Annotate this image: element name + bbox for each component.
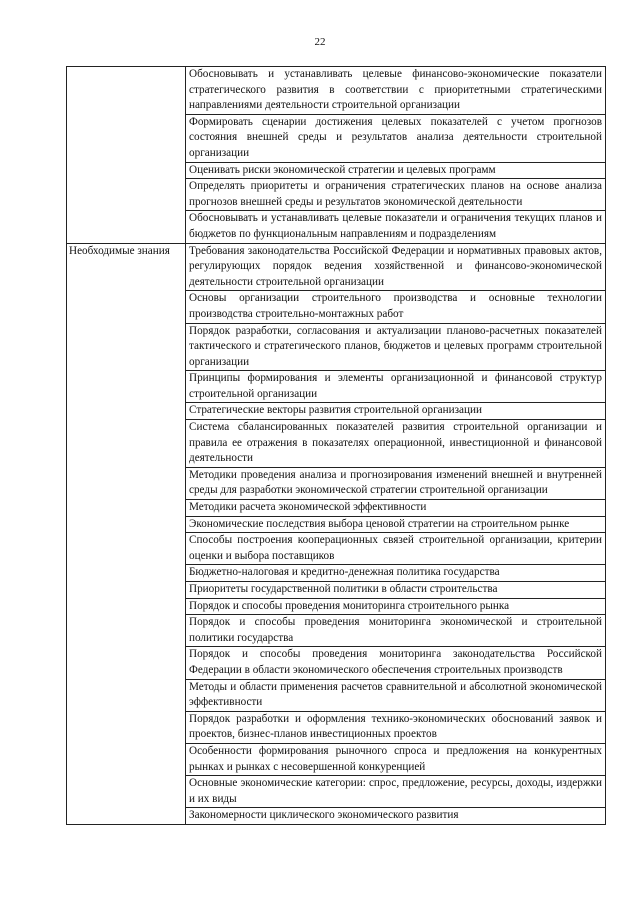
requirement-item: Стратегические векторы развития строительной организации xyxy=(186,403,606,420)
requirement-item: Требования законодательства Российской Федерации и нормативных правовых актов, регулирующих порядок ведения хозяйственной и финансово-экономической деятельности строительной организации xyxy=(186,243,606,291)
requirement-item: Методики проведения анализа и прогнозирования изменений внешней и внутренней среды для разработки экономической стратегии строительной организации xyxy=(186,467,606,499)
requirement-item: Методики расчета экономической эффективности xyxy=(186,500,606,517)
requirement-item: Экономические последствия выбора ценовой стратегии на строительном рынке xyxy=(186,516,606,533)
requirement-item: Определять приоритеты и ограничения стратегических планов на основе анализа прогнозов внешней среды и результатов экономической деятельности xyxy=(186,179,606,211)
requirement-item: Приоритеты государственной политики в области строительства xyxy=(186,582,606,599)
requirement-item: Бюджетно-налоговая и кредитно-денежная политика государства xyxy=(186,565,606,582)
requirement-item: Порядок и способы проведения мониторинга строительного рынка xyxy=(186,598,606,615)
requirement-item: Обосновывать и устанавливать целевые показатели и ограничения текущих планов и бюджетов по функциональным направлениям и подразделениям xyxy=(186,211,606,243)
requirement-item: Способы построения кооперационных связей строительной организации, критерии оценки и выбора поставщиков xyxy=(186,533,606,565)
requirement-item: Принципы формирования и элементы организационной и финансовой структур строительной организации xyxy=(186,371,606,403)
section-label-cell xyxy=(67,67,186,244)
table-row xyxy=(67,67,606,115)
requirement-item: Особенности формирования рыночного спроса и предложения на конкурентных рынках и рынках с несовершенной конкуренцией xyxy=(186,743,606,775)
requirement-item: Формировать сценарии достижения целевых показателей с учетом прогнозов состояния внешней среды и результатов анализа деятельности строительной организации xyxy=(186,114,606,162)
requirements-table xyxy=(66,66,606,825)
requirement-item: Порядок разработки, согласования и актуализации планово-расчетных показателей тактического и стратегического планов, бюджетов и целевых программ строительной организации xyxy=(186,323,606,371)
requirement-item: Оценивать риски экономической стратегии и целевых программ xyxy=(186,162,606,179)
requirement-item: Закономерности циклического экономического развития xyxy=(186,808,606,825)
requirement-item: Обосновывать и устанавливать целевые финансово-экономические показатели стратегического развития в соответствии с приоритетными стратегическими направлениями деятельности строительной организации xyxy=(186,67,606,115)
requirement-item: Методы и области применения расчетов сравнительной и абсолютной экономической эффективности xyxy=(186,679,606,711)
table-row xyxy=(67,243,606,291)
requirement-item: Система сбалансированных показателей развития строительной организации и правила ее отражения в показателях операционной, инвестиционной и финансовой деятельности xyxy=(186,420,606,468)
section-label-cell: Необходимые знания xyxy=(67,243,186,824)
requirement-item: Основы организации строительного производства и основные технологии производства строительно-монтажных работ xyxy=(186,291,606,323)
requirement-item: Порядок и способы проведения мониторинга экономической и строительной политики государства xyxy=(186,615,606,647)
requirement-item: Порядок разработки и оформления технико-экономических обоснований заявок и проектов, бизнес-планов инвестиционных проектов xyxy=(186,711,606,743)
requirement-item: Порядок и способы проведения мониторинга законодательства Российской Федерации в области экономического обеспечения строительных производств xyxy=(186,647,606,679)
requirement-item: Основные экономические категории: спрос, предложение, ресурсы, доходы, издержки и их виды xyxy=(186,776,606,808)
page-number: 22 xyxy=(314,36,326,48)
